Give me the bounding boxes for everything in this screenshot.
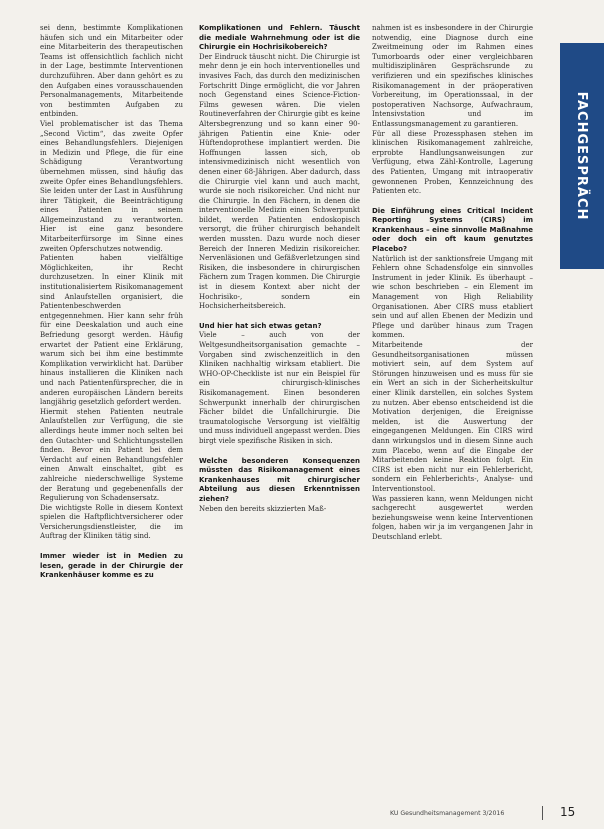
body-paragraph: nahmen ist es insbesondere in der Chirurgie notwendig, eine Diagnose durch eine Zweitmeinung oder im Rahmen eines Tumorboards oder einer vergleichbaren multidisziplinären Gesprächsrunde zu verifizieren und ein spezifisches klinisches Risikomanagement in der präoperativen Vorbereitung, im Operationssaal, in der postoperativen Nachsorge, Aufwachraum, Intensivstation und im Entlassungsmanagement zu garantieren.	[372, 24, 533, 128]
body-paragraph: Viel problematischer ist das Thema „Second Victim“, das zweite Opfer eines Behandlungsfehlers. Diejenigen in Medizin und Pflege, die für eine Schädigung Verantwortung übernehmen müssen, sind häufig das zweite Opfer eines Behandlungsfehlers. Sie leiden unter der Last in Ausführung ihrer Tätigkeit, die Beeinträchtigung eines Patienten in seinem Allgemeinzustand zu verantworten. Hier ist eine ganz besondere Mitarbeiterfürsorge im Sinne eines zweiten Opferschutzes notwendig.	[40, 119, 183, 253]
body-paragraph: Hiermit stehen Patienten neutrale Anlaufstellen zur Verfügung, die sie allerdings heute immer noch selten bei den Gutachter- und Schlichtungsstellen finden. Bevor ein Patient bei dem Verdacht auf einen Behandlungsfehler einen Anwalt einschaltet, gibt es zahlreiche niederschwellige Systeme der Beratung und gegebenenfalls der Regulierung von Schadensersatz.	[40, 407, 183, 503]
interview-question: Welche besonderen Konsequenzen müssten das Risikomanagement eines Krankenhauses mit chirurgischer Abteilung aus diesen Erkenntnissen ziehen?	[199, 456, 360, 503]
section-side-tab	[560, 43, 604, 269]
footer-journal: KU Gesundheitsmanagement 3/2016	[390, 810, 505, 817]
page-number: 15	[560, 805, 576, 819]
body-paragraph: Der Eindruck täuscht nicht. Die Chirurgie ist mehr denn je ein hoch interventionelles und invasives Fach, das durch den medizinischen Fortschritt Dinge ermöglicht, die vor Jahren noch Gegenstand eines Science-Fiction-Films gewesen wären. Die vielen Routineverfahren der Chirurgie gibt es keine Altersbegrenzung und so kann einer 90-jährigen Patientin eine Knie- oder Hüftendoprothese implantiert werden. Die Hoffnungen lassen sich, ob intensivmedizinisch nicht wesentlich von denen einer 68-Jährigen. Aber dadurch, dass die Chirurgie viel kann und auch macht, wurde sie noch risikoreicher. Und nicht nur die Chirurgie. In den Fächern, in denen die interventionelle Medizin einen Schwerpunkt bildet, werden Patienten endoskopisch versorgt, die früher chirurgisch behandelt werden mussten. Dazu wurde noch dieser Bereich der Inneren Medizin risikoreicher. Nervenläsionen und Gefäßverletzungen sind Risiken, die insbesondere in chirurgischen Fächern zum Tragen kommen. Die Chirurgie ist in diesem Kontext aber nicht der Hochrisiko-, sondern ein Hochsicherheitsbereich.	[199, 52, 360, 311]
interview-question: Immer wieder ist in Medien zu lesen, gerade in der Chirurgie der Krankenhäuser komme es zu	[40, 552, 183, 580]
body-paragraph: Mitarbeitende der Gesundheitsorganisationen müssen motiviert sein, auf dem System auf Störungen hinzuweisen und es muss für sie ein Wert an sich in der Sicherheitskultur einer Klinik darstellen, ein solches System zu nutzen. Aber ebenso entscheidend ist die Motivation derjenigen, die Ereignisse melden, ist die Auswertung der eingegangenen Meldungen. Ein CIRS wird dann wirkungslos und in diesem Sinne auch zum Placebo, wenn auf die Eingabe der Mitarbeitenden keine Reaktion folgt. Ein CIRS ist eben nicht nur ein Fehlerbericht, sondern ein Fehlerberichts-, Analyse- und Interventionstool.	[372, 341, 533, 493]
interview-question: Und hier hat sich etwas getan?	[199, 321, 322, 330]
text-column-3	[372, 24, 533, 542]
section-label: FACHGESPRÄCH	[574, 91, 590, 221]
body-paragraph: Neben den bereits skizzierten Maß-	[199, 504, 327, 513]
body-paragraph: Patienten haben vielfältige Möglichkeiten, ihr Recht durchzusetzen. In einer Klinik mit institutionalisiertem Risikomanagement sind Anlaufstellen organisiert, die Patientenbeschwerden entgegennehmen. Hier kann sehr früh für eine Deeskalation und auch eine Befriedung gesorgt werden. Häufig erwartet der Patient eine Erklärung, warum sich bei ihm eine bestimmte Komplikation verwirklicht hat. Darüber hinaus installieren die Kliniken nach und nach Patientenfürsprecher, die in anderen europäischen Ländern bereits langjährig gesetzlich gefordert werden.	[40, 254, 183, 407]
interview-question: Komplikationen und Fehlern. Täuscht die mediale Wahrnehmung oder ist die Chirurgie ein Hochrisikobereich?	[199, 24, 360, 52]
footer-divider	[542, 806, 543, 820]
body-paragraph: Viele – auch von der Weltgesundheitsorganisation gemachte – Vorgaben sind zwischenzeitlich in den Kliniken nachhaltig wirksam etabliert. Die WHO-OP-Checkliste ist nur ein Beispiel für ein chirurgisch-klinisches Risikomanagement. Einen besonderen Schwerpunkt innerhalb der chirurgischen Fächer bildet die Unfallchirurgie. Die traumatologische Versorgung ist vielfältig und muss individuell angepasst werden. Dies birgt viele spezifische Risiken in sich.	[199, 331, 360, 445]
interview-question: Die Einführung eines Critical Incident Reporting Systems (CIRS) im Krankenhaus – eine sinnvolle Maßnahme oder doch ein oft kaum genutztes Placebo?	[372, 206, 533, 254]
text-column-1	[40, 24, 183, 581]
body-paragraph: sei denn, bestimmte Komplikationen häufen sich und ein Mitarbeiter oder eine Mitarbeiterin des therapeutischen Teams ist offensichtlich fachlich nicht in der Lage, bestimmte Interventionen durchzuführen. Aber dann gehört es zu den Aufgaben eines vorausschauenden Personalmanagements, Mitarbeitende von bestimmten Aufgaben zu entbinden.	[40, 24, 183, 119]
text-column-2	[199, 24, 360, 514]
body-paragraph: Für all diese Prozessphasen stehen im klinischen Risikomanagement zahlreiche, erprobte Handlungsanweisungen zur Verfügung, etwa Zähl-Kontrolle, Lagerung des Patienten, Umgang mit intraoperativ gewonnenen Proben, Kennzeichnung des Patienten etc.	[372, 129, 533, 196]
body-paragraph: Die wichtigste Rolle in diesem Kontext spielen die Haftpflichtversicherer oder Versicherungsdienstleister, die im Auftrag der Kliniken tätig sind.	[40, 503, 183, 541]
body-paragraph: Natürlich ist der sanktionsfreie Umgang mit Fehlern ohne Schadensfolge ein sinnvolles Instrument in jeder Klinik. Es überhaupt – wie schon beschrieben – ein Element im Management von High Reliability Organisationen. Aber CIRS muss etabliert sein und auf allen Ebenen der Medizin und Pflege und darüber hinaus zum Tragen kommen.	[372, 254, 533, 340]
body-paragraph: Was passieren kann, wenn Meldungen nicht sachgerecht ausgewertet werden beziehungsweise wenn keine Interventionen folgen, haben wir ja im vergangenen Jahr in Deutschland erlebt.	[372, 494, 533, 541]
